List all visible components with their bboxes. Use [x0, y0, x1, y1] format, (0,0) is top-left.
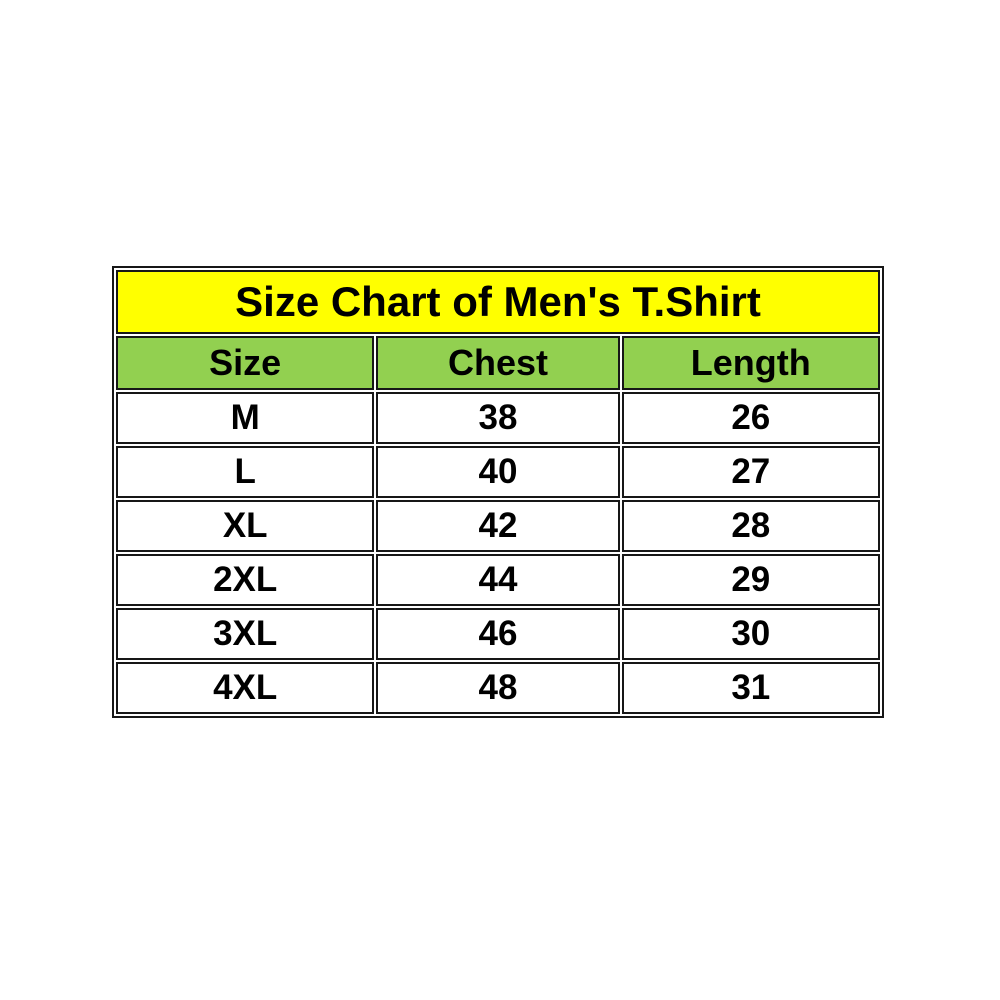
length-cell: 27: [622, 446, 880, 498]
size-cell: 4XL: [116, 662, 374, 714]
size-cell: 2XL: [116, 554, 374, 606]
chest-cell: 40: [376, 446, 619, 498]
size-chart-table-container: [112, 266, 884, 718]
header-row: [116, 336, 880, 390]
chest-cell: 44: [376, 554, 619, 606]
table-row: [116, 554, 880, 606]
length-cell: 28: [622, 500, 880, 552]
title-row: [116, 270, 880, 334]
column-header-size: Size: [116, 336, 374, 390]
size-cell: XL: [116, 500, 374, 552]
chest-cell: 46: [376, 608, 619, 660]
table-row: [116, 446, 880, 498]
table-row: [116, 662, 880, 714]
table-row: [116, 392, 880, 444]
length-cell: 31: [622, 662, 880, 714]
size-chart-table: [112, 266, 884, 718]
table-title: Size Chart of Men's T.Shirt: [116, 270, 880, 334]
column-header-length: Length: [622, 336, 880, 390]
table-row: [116, 608, 880, 660]
length-cell: 30: [622, 608, 880, 660]
size-cell: 3XL: [116, 608, 374, 660]
chest-cell: 42: [376, 500, 619, 552]
size-cell: M: [116, 392, 374, 444]
table-row: [116, 500, 880, 552]
length-cell: 26: [622, 392, 880, 444]
chest-cell: 48: [376, 662, 619, 714]
size-cell: L: [116, 446, 374, 498]
length-cell: 29: [622, 554, 880, 606]
chest-cell: 38: [376, 392, 619, 444]
column-header-chest: Chest: [376, 336, 619, 390]
